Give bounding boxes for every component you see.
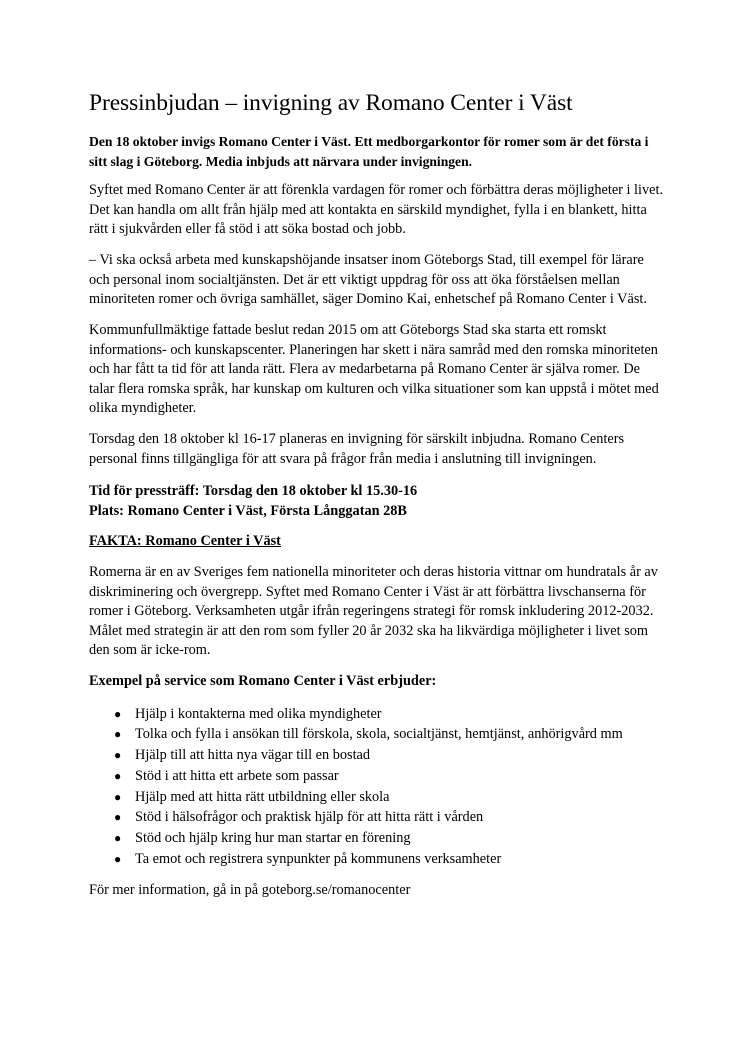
list-item-text: Stöd i att hitta ett arbete som passar <box>135 767 339 784</box>
fakta-heading: FAKTA: Romano Center i Väst <box>89 532 281 549</box>
bullet-icon: ● <box>114 831 122 846</box>
list-item-text: Tolka och fylla i ansökan till förskola, skola, socialtjänst, hemtjänst, anhörigvård mm <box>135 726 623 743</box>
bullet-icon: ● <box>114 789 122 804</box>
list-item-text: Hjälp till att hitta nya vägar till en bostad <box>135 747 371 764</box>
document-page <box>89 88 664 900</box>
lead-paragraph: Den 18 oktober invigs Romano Center i Väst. Ett medborgarkontor för romer som är det första i sitt slag i Göteborg. Media inbjuds att närvara under invigningen. <box>89 134 649 169</box>
bullet-icon: ● <box>114 727 122 742</box>
press-meeting-place: Plats: Romano Center i Väst, Första Långgatan 28B <box>89 502 407 519</box>
list-item-text: Stöd och hjälp kring hur man startar en förening <box>135 830 411 847</box>
list-item <box>89 704 664 725</box>
list-item <box>89 787 664 808</box>
bullet-icon: ● <box>114 852 122 867</box>
body-paragraph-1: Syftet med Romano Center är att förenkla vardagen för romer och förbättra deras möjligheter i livet. Det kan handla om allt från hjälp med att kontakta en särskild myndighet, fylla i en blankett, hitta rätt i sjukvården eller få stöd i att söka bostad och jobb. <box>89 182 664 237</box>
list-item-text: Hjälp med att hitta rätt utbildning eller skola <box>135 788 390 805</box>
bullet-icon: ● <box>114 768 122 783</box>
body-paragraph-4: Torsdag den 18 oktober kl 16-17 planeras en invigning för särskilt inbjudna. Romano Centers personal finns tillgängliga för att svara på frågor från media i anslutning till invigningen. <box>89 431 625 467</box>
list-item <box>89 828 664 849</box>
press-meeting-info <box>89 481 664 521</box>
footer-info: För mer information, gå in på goteborg.se/romanocenter <box>89 881 411 898</box>
page-title: Pressinbjudan – invigning av Romano Center i Väst <box>89 90 573 116</box>
services-heading: Exempel på service som Romano Center i Väst erbjuder: <box>89 673 437 689</box>
list-item-text: Ta emot och registrera synpunkter på kommunens verksamheter <box>135 851 502 868</box>
list-item <box>89 745 664 766</box>
body-paragraph-3: Kommunfullmäktige fattade beslut redan 2015 om att Göteborgs Stad ska starta ett romskt informations- och kunskapscenter. Planeringen har skett i nära samråd med den romska minoriteten och har fått ta tid för att landa rätt. Flera av medarbetarna på Romano Center är själva romer. De talar flera romska språk, har kunskap om kulturen och vilka situationer som kan uppstå i mötet med olika myndigheter. <box>89 322 659 416</box>
bullet-icon: ● <box>114 706 122 721</box>
list-item <box>89 807 664 828</box>
bullet-icon: ● <box>114 748 122 763</box>
list-item-text: Stöd i hälsofrågor och praktisk hjälp för att hitta rätt i vården <box>135 809 484 826</box>
list-item <box>89 766 664 787</box>
list-item <box>89 849 664 870</box>
press-meeting-time: Tid för pressträff: Torsdag den 18 oktober kl 15.30-16 <box>89 482 418 499</box>
fakta-paragraph: Romerna är en av Sveriges fem nationella minoriteter och deras historia vittnar om hundratals år av diskriminering och övergrepp. Syftet med Romano Center i Väst är att förbättra livschanserna för romer i Göteborg. Verksamheten utgår ifrån regeringens strategi för romsk inkludering 2012-2032. Målet med strategin är att den rom som fyller 20 år 2032 ska ha likvärdiga möjligheter i livet som den som är icke-rom. <box>89 564 658 658</box>
list-item <box>89 724 664 745</box>
list-item-text: Hjälp i kontakterna med olika myndigheter <box>135 705 382 722</box>
bullet-icon: ● <box>114 810 122 825</box>
services-list <box>89 704 664 870</box>
quote-paragraph: – Vi ska också arbeta med kunskapshöjande insatser inom Göteborgs Stad, till exempel för lärare och personal inom socialtjänsten. Det är ett viktigt uppdrag för oss att öka förståelsen mellan minoriteten romer och övriga samhället, säger Domino Kai, enhetschef på Romano Center i Väst. <box>89 252 647 307</box>
